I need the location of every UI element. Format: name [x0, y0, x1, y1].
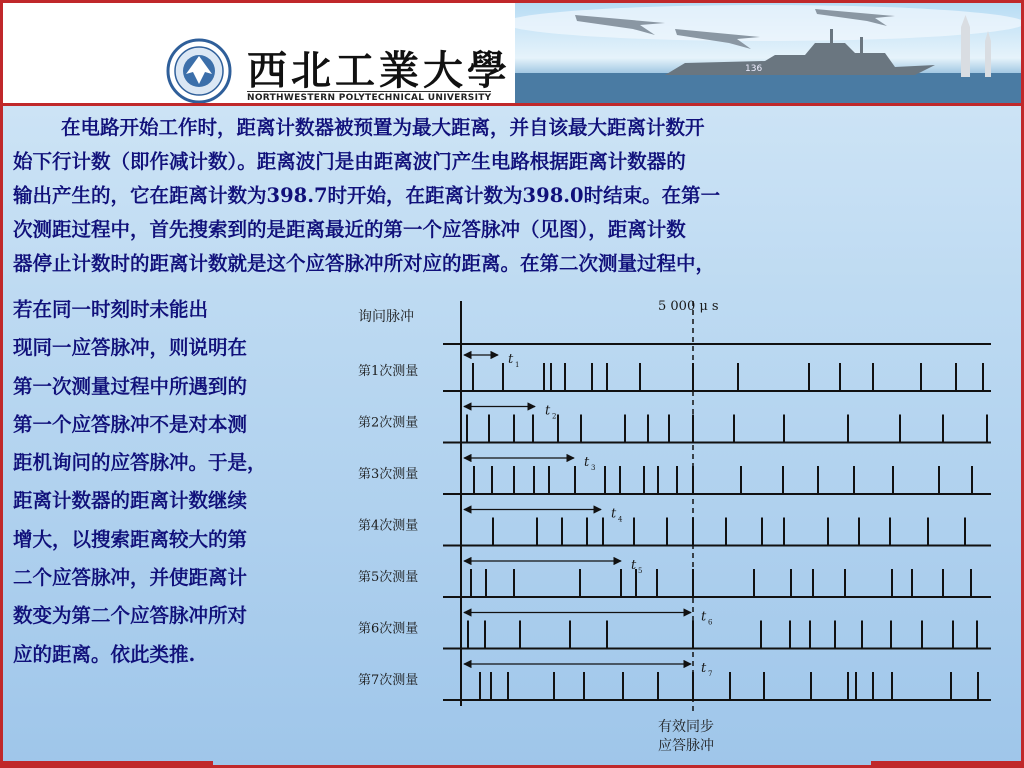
time-interval-label: t [584, 455, 590, 470]
text-line: 第一次测量过程中所遇到的 [13, 374, 248, 398]
time-interval-subscript: 7 [708, 670, 713, 678]
time-interval-label: t [701, 661, 707, 676]
header-banner [3, 3, 1021, 103]
text-line: 现同一应答脉冲，则说明在 [13, 336, 248, 360]
row-label: 第3次测量 [358, 467, 419, 482]
time-interval-subscript: 5 [638, 567, 643, 575]
time-interval-subscript: 6 [708, 618, 713, 627]
row-label: 第2次测量 [358, 415, 419, 431]
time-interval-subscript: 2 [552, 412, 557, 421]
paragraph-left [13, 291, 267, 674]
time-interval-subscript: 4 [618, 515, 623, 524]
time-interval-subscript: 1 [515, 361, 520, 369]
text-line: 若在同一时刻时未能出 [13, 298, 209, 321]
row-label: 第1次测量 [358, 364, 419, 379]
text-line: 增大，以搜索距离较大的第 [13, 527, 248, 551]
header-divider [3, 103, 1021, 106]
text-line: 始下行计数（即作减计数）。距离波门是由距离波门产生电路根据距离计数器的 [13, 150, 686, 173]
text-line: 次测距过程中，首先搜索到的是距离最近的第一个应答脉冲（见图），距离计数 [13, 218, 686, 241]
aircraft-ship-illustration [515, 3, 1021, 103]
row-label: 第4次测量 [358, 518, 419, 534]
time-interval-label: t [631, 558, 637, 573]
text-line: 数变为第二个应答脉冲所对 [13, 604, 248, 628]
text-line: 距机询问的应答脉冲。于是， [13, 451, 267, 475]
time-interval-subscript: 3 [591, 464, 596, 472]
sync-label-line2: 应答脉冲 [658, 738, 714, 754]
sync-label-line1: 有效同步 [658, 719, 714, 735]
text-line: 二个应答脉冲，并使距离计 [13, 566, 248, 590]
text-line: 输出产生的，它在距离计数为398.7时开始，在距离计数为398.0时结束。在第一 [13, 184, 721, 207]
text-line: 第一个应答脉冲不是对本测 [13, 412, 248, 436]
text-line: 应的距离。依此类推. [13, 642, 196, 666]
interrogation-pulse-label: 询问脉冲 [358, 309, 414, 325]
bottom-accent-right [871, 761, 1021, 765]
university-name-chinese: 西北工業大學 [247, 47, 511, 94]
text-line: 器停止计数时的距离计数就是这个应答脉冲所对应的距离。在第二次测量过程中， [13, 252, 716, 275]
text-line: 在电路开始工作时，距离计数器被预置为最大距离，并自该最大距离计数开 [61, 116, 705, 139]
paragraph-top [13, 111, 720, 281]
time-interval-label: t [545, 403, 551, 419]
university-logo-area [3, 3, 515, 103]
row-label: 第6次测量 [358, 621, 419, 637]
pulse-timing-diagram [353, 295, 998, 761]
row-label: 第5次测量 [358, 570, 419, 585]
university-emblem-icon [166, 38, 232, 104]
university-name-english: NORTHWESTERN POLYTECHNICAL UNIVERSITY [247, 93, 492, 103]
row-label: 第7次测量 [358, 673, 419, 688]
text-line: 距离计数器的距离计数继续 [13, 489, 248, 513]
bottom-accent-left [3, 761, 213, 765]
time-interval-label: t [701, 609, 707, 625]
measurement-rows [358, 301, 991, 715]
time-interval-label: t [611, 506, 617, 522]
time-interval-label: t [508, 352, 514, 367]
aircraft-ship-photo [515, 3, 1021, 103]
interval-label: 5 000 μ s [658, 299, 719, 314]
ship-number: 136 [745, 64, 763, 74]
